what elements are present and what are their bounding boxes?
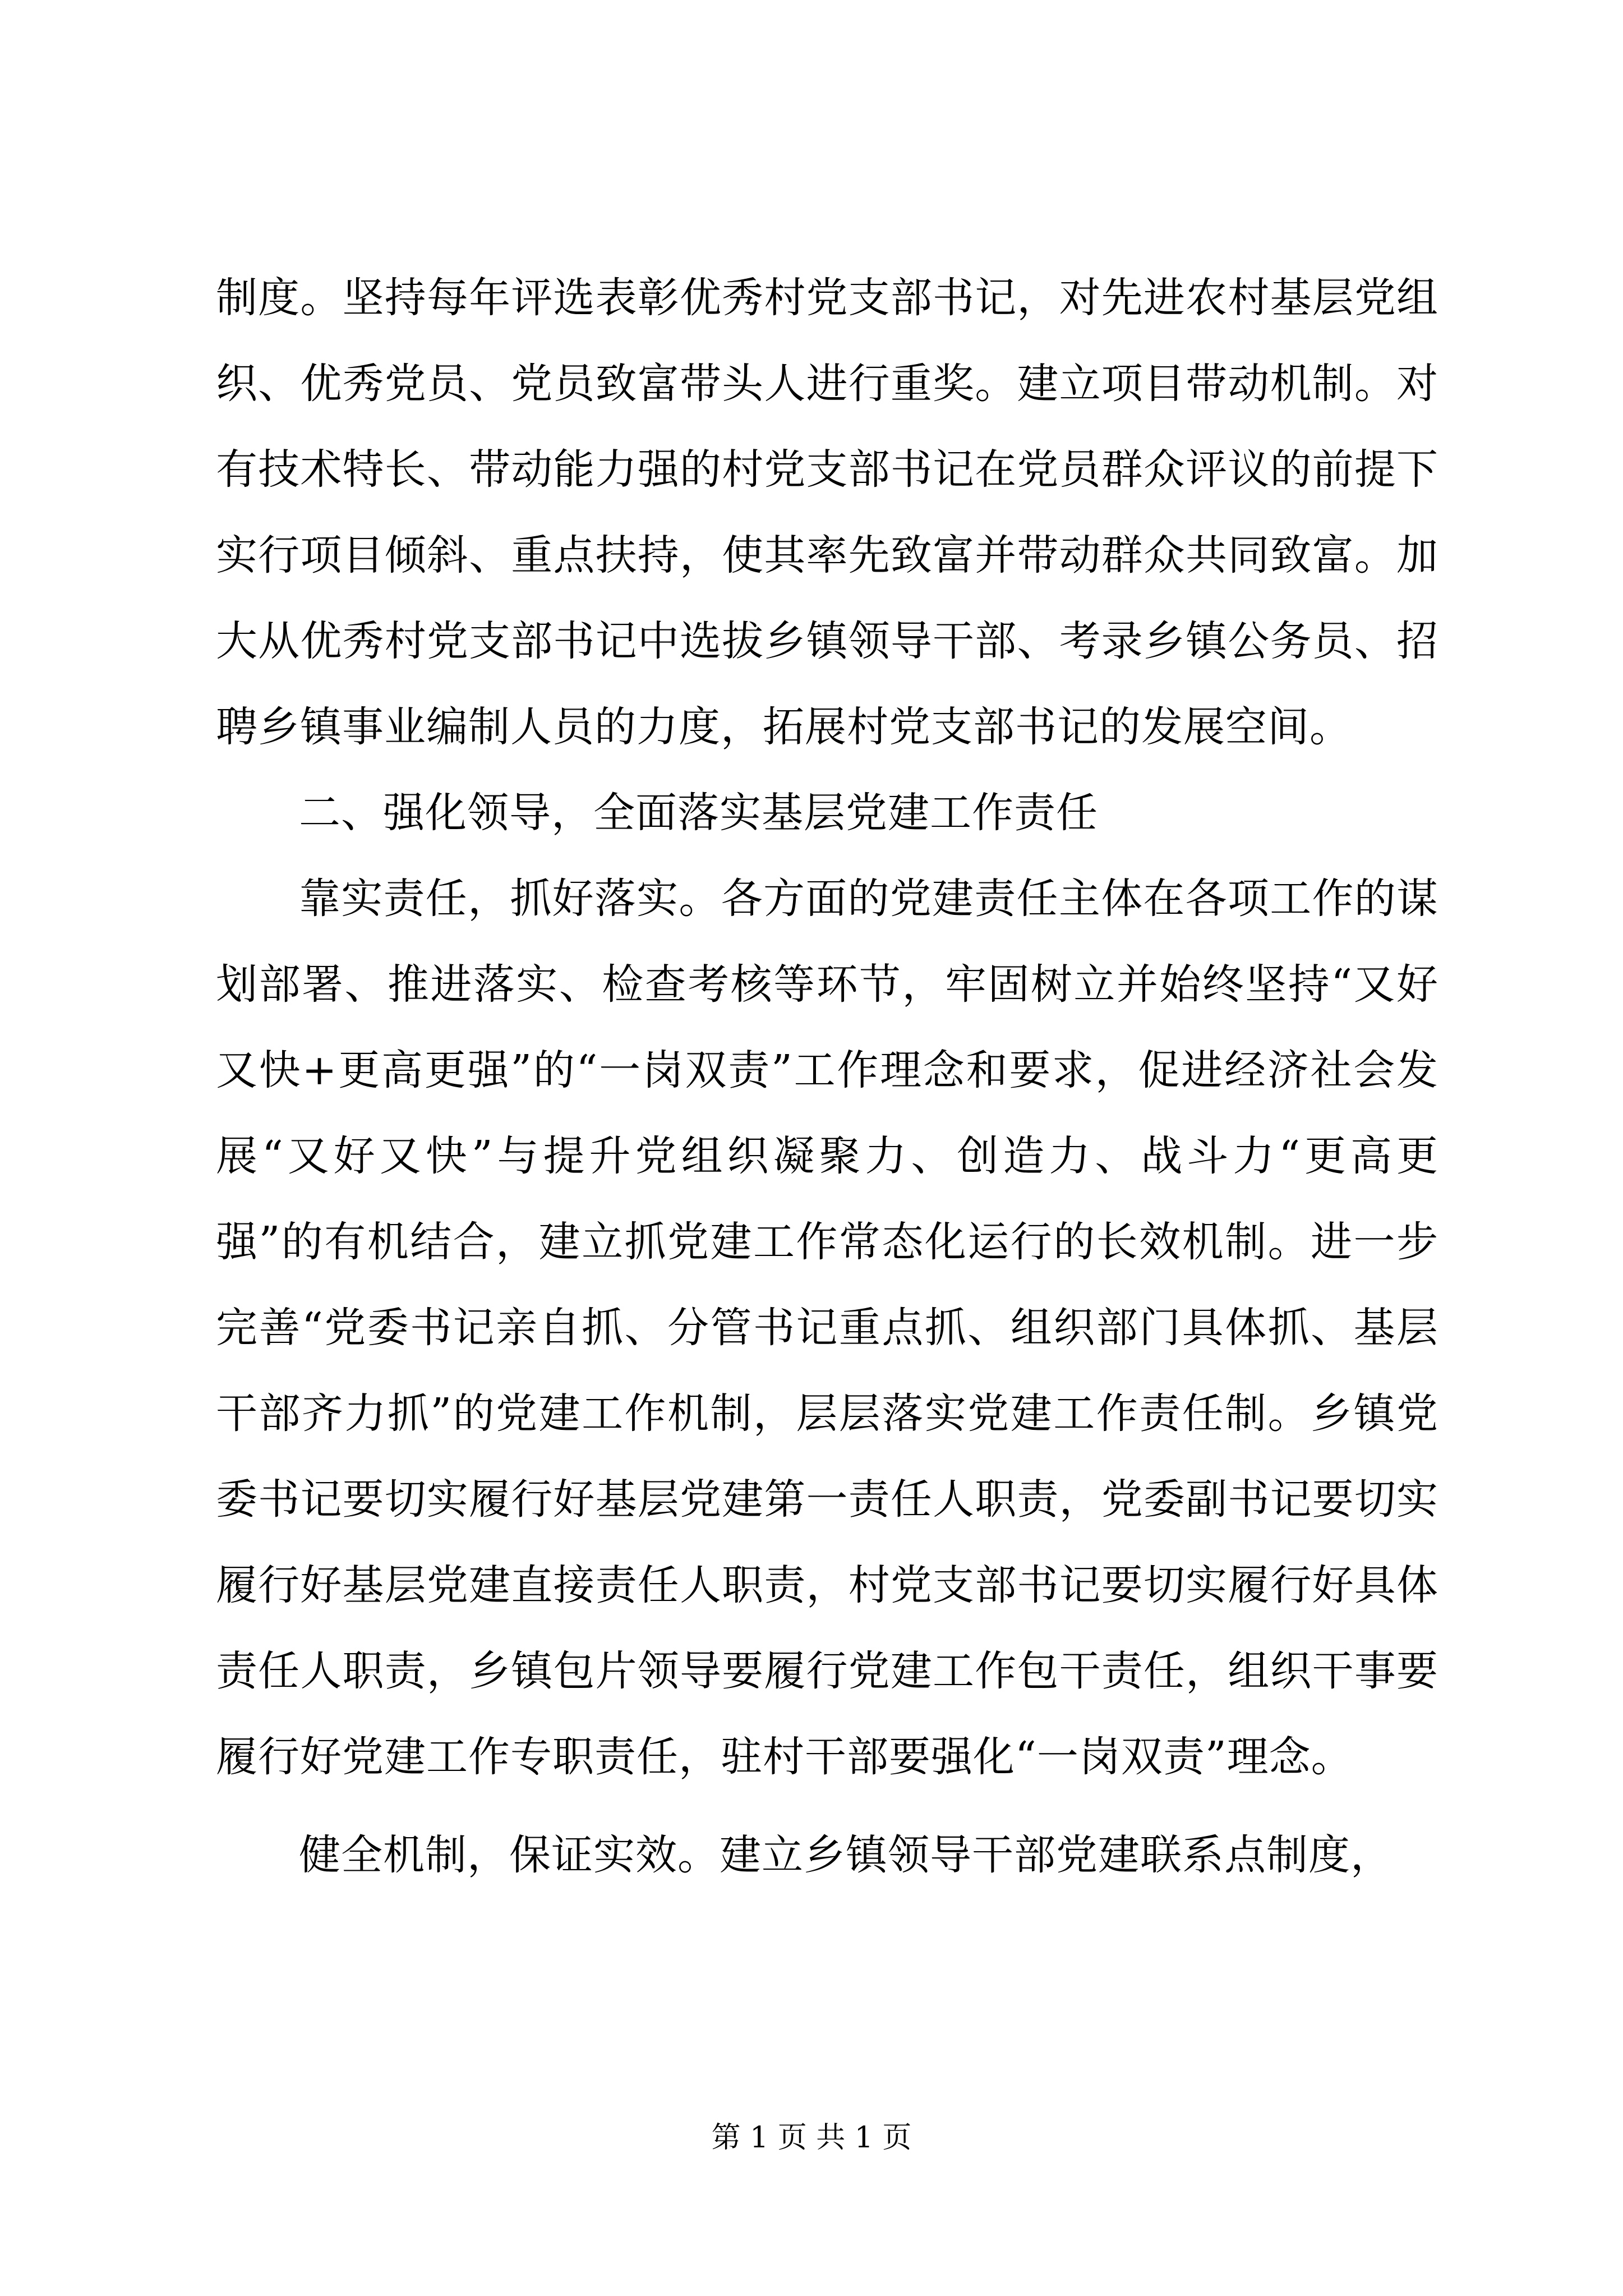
paragraph-continued: 制度。坚持每年评选表彰优秀村党支部书记，对先进农村基层党组织、优秀党员、党员致富带头人进行重奖。建立项目带动机制。对有技术特长、带动能力强的村党支部书记在党员群众评议的前提下实行项目倾斜、重点扶持，使其率先致富并带动群众共同致富。加大从优秀村党支部书记中选拔乡镇领导干部、考录乡镇公务员、招聘乡镇事业编制人员的力度，拓展村党支部书记的发展空间。	[216, 274, 1438, 751]
page-footer: 第 1 页 共 1 页	[711, 2121, 912, 2155]
paragraph-responsibility: 靠实责任，抓好落实。各方面的党建责任主体在各项工作的谋划部署、推进落实、检查考核等环节，牢固树立并始终坚持“又好又快+更高更强”的“一岗双责”工作理念和要求，促进经济社会发展“又好又快”与提升党组织凝聚力、创造力、战斗力“更高更强”的有机结合，建立抓党建工作常态化运行的长效机制。进一步完善“党委书记亲自抓、分管书记重点抓、组织部门具体抓、基层干部齐力抓”的党建工作机制，层层落实党建工作责任制。乡镇党委书记要切实履行好基层党建第一责任人职责，党委副书记要切实履行好基层党建直接责任人职责，村党支部书记要切实履行好具体责任人职责，乡镇包片领导要履行党建工作包干责任，组织干事要履行好党建工作专职责任，驻村干部要强化“一岗双责”理念。	[216, 875, 1438, 1781]
paragraph-mechanism: 健全机制，保证实效。建立乡镇领导干部党建联系点制度，	[299, 1831, 1393, 1879]
document-body	[216, 255, 1438, 1898]
section-heading: 二、强化领导，全面落实基层党建工作责任	[299, 789, 1098, 837]
